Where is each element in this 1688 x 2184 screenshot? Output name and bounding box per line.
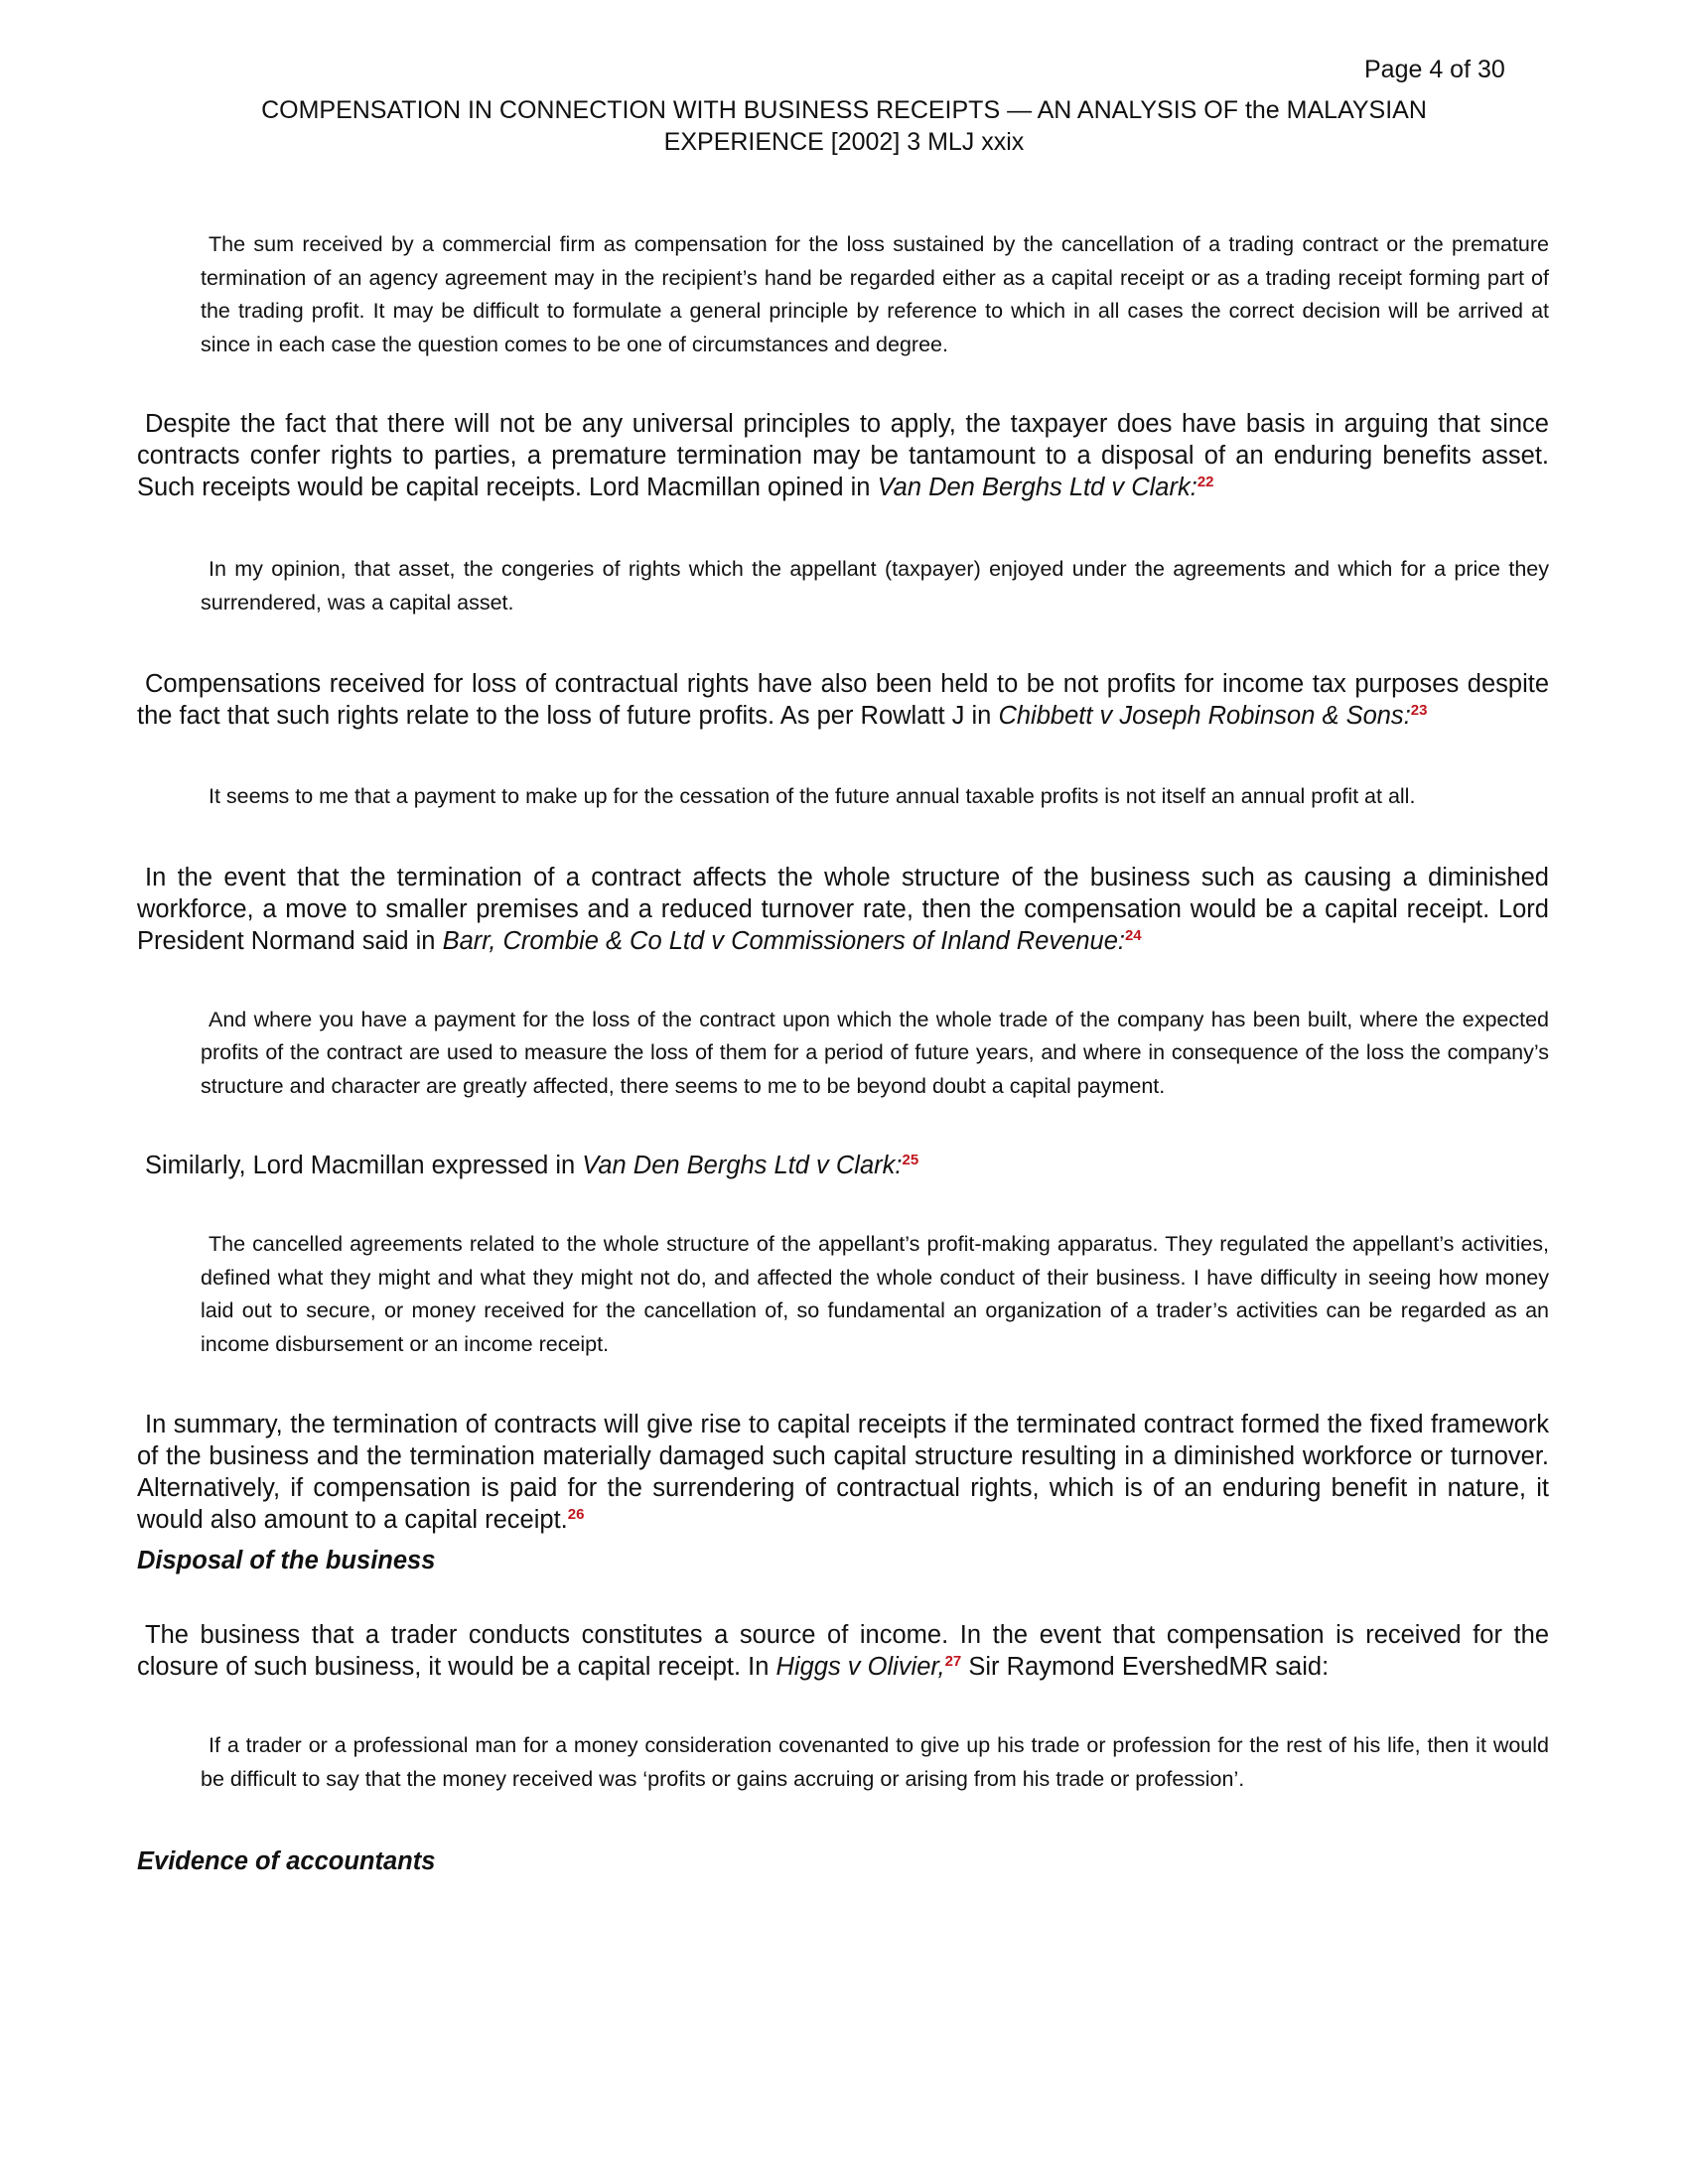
block-quote-5: The cancelled agreements related to the whole structure of the appellant’s profit-making apparatus. They regulated the appellant’s activities, defined what they might and what they might not do, and affected the whole conduct of their business. I have difficulty in seeing how money laid out to secure, or money received for the cancellation of, so fundamental an organization of a trader’s activities can be regarded as an income disbursement or an income receipt. [201, 1232, 1549, 1356]
case-citation-punct: , [937, 1653, 945, 1681]
block-quote-3: It seems to me that a payment to make up for the cessation of the future annual taxable profits is not itself an annual profit at all. [209, 784, 1416, 808]
case-citation: Van Den Berghs Ltd v Clark [877, 474, 1191, 501]
document-body [137, 228, 1549, 1877]
block-quote-2: In my opinion, that asset, the congeries of rights which the appellant (taxpayer) enjoyed under the agreements and which for a price they surrendered, was a capital asset. [201, 557, 1549, 614]
case-citation: Barr, Crombie & Co Ltd v Commissioners of Inland Revenue [442, 926, 1118, 955]
block-quote-4: And where you have a payment for the loss of the contract upon which the whole trade of the company has been built, where the expected profits of the contract are used to measure the loss of them for a period of future years, and where in consequence of the loss the company’s structure and character are greatly affected, there seems to me to be beyond doubt a capital payment. [201, 1007, 1549, 1098]
page-number: Page 4 of 30 [1364, 56, 1505, 83]
case-citation-punct: : [1190, 474, 1197, 501]
paragraph-1-text: Despite the fact that there will not be any universal principles to apply, the taxpayer does have basis in arguing that since contracts confer rights to parties, a premature termination may be tantamount to a disposal of an enduring benefits asset. Such receipts would be capital receipts. Lord Macmillan opined in [137, 410, 1549, 501]
paragraph-2 [137, 668, 1549, 732]
footnote-ref-24[interactable]: 24 [1124, 926, 1142, 944]
footnote-ref-25[interactable]: 25 [902, 1152, 919, 1168]
paragraph-4 [137, 1150, 1549, 1181]
paragraph-5 [137, 1409, 1549, 1536]
footnote-ref-23[interactable]: 23 [1410, 702, 1428, 719]
paragraph-6 [137, 1619, 1549, 1683]
document-title [149, 94, 1539, 158]
paragraph-6-text: The business that a trader conducts constitutes a source of income. In the event that compensation is received for the closure of such business, it would be a capital receipt. In [137, 1621, 1549, 1681]
paragraph-2-text: Compensations received for loss of contractual rights have also been held to be not profits for income tax purposes despite the fact that such rights relate to the loss of future profits. As per Rowlatt J in [137, 670, 1549, 730]
case-citation-punct: : [1403, 702, 1411, 730]
block-quote-1: The sum received by a commercial firm as compensation for the loss sustained by the cancellation of a trading contract or the premature termination of an agency agreement may in the recipient’s hand be regarded either as a capital receipt or as a trading receipt forming part of the trading profit. It may be difficult to formulate a general principle by reference to which in all cases the correct decision will be arrived at since in each case the question comes to be one of circumstances and degree. [201, 232, 1549, 356]
case-citation-punct: : [895, 1152, 903, 1179]
section-heading-evidence: Evidence of accountants [137, 1847, 436, 1875]
paragraph-4-text: Similarly, Lord Macmillan expressed in [145, 1152, 583, 1179]
case-citation-punct: : [1117, 926, 1125, 955]
footnote-ref-22[interactable]: 22 [1196, 474, 1214, 490]
title-line-2: EXPERIENCE [2002] 3 MLJ xxix [663, 128, 1025, 156]
title-line-1: COMPENSATION IN CONNECTION WITH BUSINESS RECEIPTS — AN ANALYSIS OF the MALAYSIAN [261, 96, 1427, 124]
paragraph-1 [137, 408, 1549, 503]
case-citation: Higgs v Olivier [775, 1653, 938, 1681]
section-heading-disposal: Disposal of the business [137, 1547, 436, 1574]
case-citation: Van Den Berghs Ltd v Clark [582, 1152, 896, 1179]
case-citation: Chibbett v Joseph Robinson & Sons [998, 702, 1404, 730]
footnote-ref-26[interactable]: 26 [567, 1506, 585, 1523]
block-quote-6: If a trader or a professional man for a money consideration covenanted to give up his trade or profession for the rest of his life, then it would be difficult to say that the money received was ‘profits or gains accruing or arising from his trade or profession’. [201, 1733, 1549, 1791]
paragraph-5-text: In summary, the termination of contracts will give rise to capital receipts if the terminated contract formed the fixed framework of the business and the termination materially damaged such capital structure resulting in a diminished workforce or turnover. Alternatively, if compensation is paid for the surrendering of contractual rights, which is of an enduring benefit in nature, it would also amount to a capital receipt. [137, 1411, 1549, 1534]
footnote-ref-27[interactable]: 27 [944, 1653, 962, 1670]
paragraph-3 [137, 862, 1549, 957]
paragraph-6-text-2: Sir Raymond EvershedMR said: [961, 1653, 1330, 1681]
paragraph-3-text: In the event that the termination of a contract affects the whole structure of the business such as causing a diminished workforce, a move to smaller premises and a reduced turnover rate, then the compensation would be a capital receipt. Lord President Normand said in [137, 863, 1549, 955]
